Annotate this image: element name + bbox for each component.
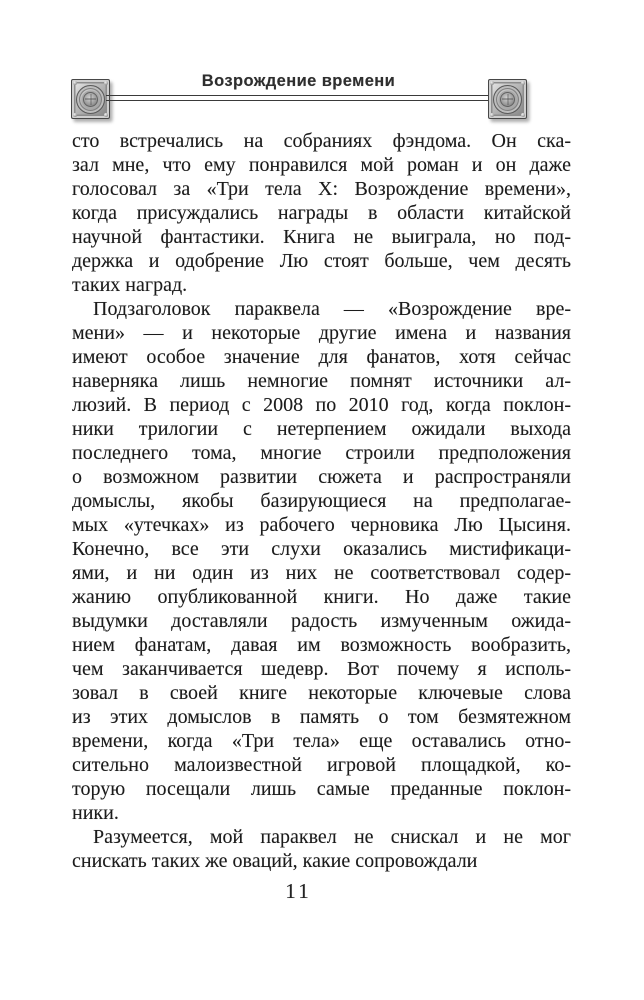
text-line: последнего тома, многие строили предположения bbox=[72, 442, 571, 464]
text-line: ями, и ни один из них не соответствовал содер- bbox=[72, 562, 571, 584]
text-line: когда присуждались награды в области китайской bbox=[72, 202, 571, 224]
running-header bbox=[0, 0, 644, 130]
text-line: из этих домыслов в память о том безмятежном bbox=[72, 706, 571, 728]
text-line: ники. bbox=[72, 802, 119, 824]
text-line: Конечно, все эти слухи оказались мистификаци- bbox=[72, 538, 571, 560]
rivet-dot-icon bbox=[104, 113, 108, 117]
text-line: мых «утечках» из рабочего черновика Лю Цысиня. bbox=[72, 514, 571, 536]
text-line: научной фантастики. Книга не выиграла, но под- bbox=[72, 226, 571, 248]
text-line: домыслы, якобы базирующиеся на предполагае- bbox=[72, 490, 571, 512]
text-line: мени» — и некоторые другие имена и названия bbox=[72, 322, 571, 344]
text-line: чем заканчивается шедевр. Вот почему я исполь- bbox=[72, 658, 571, 680]
medallion-circle-icon bbox=[493, 85, 522, 114]
text-line: зовал в своей книге некоторые ключевые слова bbox=[72, 682, 571, 704]
text-line: зал мне, что ему понравился мой роман и он даже bbox=[72, 154, 571, 176]
text-line: ники трилогии с нетерпением ожидали выхода bbox=[72, 418, 571, 440]
text-line: сительно малоизвестной игровой площадкой, ко- bbox=[72, 754, 571, 776]
text-line: о возможном развитии сюжета и распространяли bbox=[72, 466, 571, 488]
text-line: жанию опубликованной книги. Но даже такие bbox=[72, 586, 571, 608]
text-line: имеют особое значение для фанатов, хотя сейчас bbox=[72, 346, 571, 368]
rivet-dot-icon bbox=[521, 113, 525, 117]
rivet-dot-icon bbox=[521, 81, 525, 85]
text-line: времени, когда «Три тела» еще оставались отно- bbox=[72, 730, 571, 752]
text-line: голосовал за «Три тела X: Возрождение времени», bbox=[72, 178, 571, 200]
running-header-title: Возрождение времени bbox=[201, 72, 396, 90]
text-line: люзий. В период с 2008 по 2010 год, когда поклон- bbox=[72, 394, 571, 416]
text-line: торую посещали лишь самые преданные поклон- bbox=[72, 778, 571, 800]
text-line: выдумки доставляли радость измученным ожида- bbox=[72, 610, 571, 632]
paragraph bbox=[72, 825, 571, 873]
text-line: сто встречались на собраниях фэндома. Он ска- bbox=[72, 130, 571, 152]
rivet-dot-icon bbox=[490, 113, 494, 117]
medallion-core-icon bbox=[83, 92, 98, 107]
text-line: держка и одобрение Лю стоят больше, чем десять bbox=[72, 250, 571, 272]
text-line: снискать таких же оваций, какие сопровождали bbox=[72, 850, 478, 872]
text-line: Подзаголовок параквела — «Возрождение вре- bbox=[93, 298, 571, 320]
page-number: 11 bbox=[285, 879, 312, 903]
rivet-dot-icon bbox=[73, 113, 77, 117]
header-double-rule bbox=[106, 95, 490, 101]
rivet-dot-icon bbox=[490, 81, 494, 85]
text-line: нием фанатам, давая им возможность вообразить, bbox=[72, 634, 571, 656]
text-line: наверняка лишь немногие помнят источники ал- bbox=[72, 370, 571, 392]
paragraph bbox=[72, 297, 571, 825]
text-line: Разумеется, мой параквел не снискал и не мог bbox=[93, 826, 571, 848]
medallion-core-icon bbox=[500, 92, 515, 107]
page-body-text bbox=[72, 129, 571, 873]
text-line: таких наград. bbox=[72, 274, 188, 296]
paragraph bbox=[72, 129, 571, 297]
ornament-medallion-icon bbox=[488, 79, 527, 119]
